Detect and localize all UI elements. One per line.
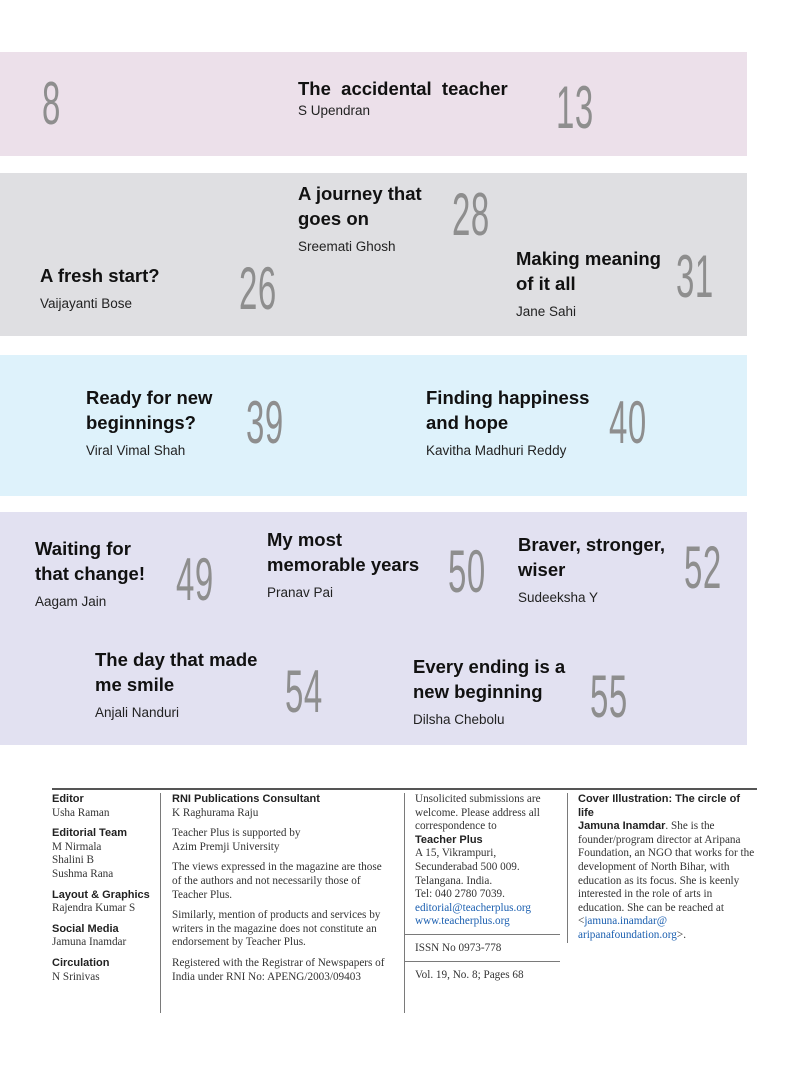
bracket: <	[578, 915, 585, 928]
divider	[405, 961, 560, 962]
article-entry[interactable]	[95, 647, 270, 720]
illustrator-bio: . She is the founder/program director at Aripana Foundation, an NGO that works for the development of North Bihar, with education as its focus. She is keenly interested in the role of arts in education. She can be reached at	[578, 820, 755, 914]
article-author: Anjali Nanduri	[95, 705, 180, 720]
article-author: Viral Vimal Shah	[86, 443, 186, 458]
article-title: Waiting for that change!	[35, 538, 145, 584]
article-entry[interactable]	[267, 527, 437, 600]
page-number: 39	[246, 389, 284, 456]
support-note: Teacher Plus is supported by Azim Premji University	[172, 827, 301, 853]
submissions-note: Unsolicited submissions are welcome. Please address all correspondence to	[415, 793, 541, 833]
registration-note: Registered with the Registrar of Newspapers of India under RNI No: APENG/2003/09403	[172, 956, 385, 983]
team-member: M Nirmala	[52, 840, 102, 853]
page-number: 40	[609, 389, 647, 456]
article-title: Finding happiness and hope	[426, 387, 590, 433]
article-entry[interactable]	[298, 181, 438, 254]
article-entry[interactable]	[426, 385, 596, 458]
article-entry[interactable]	[413, 654, 578, 727]
endorsement-disclaimer: Similarly, mention of products and services by writers in the magazine does not constitute an endorsement by Teacher Plus.	[172, 909, 381, 949]
article-title: Every ending is a new beginning	[413, 656, 566, 702]
illustrator-name: Jamuna Inamdar	[578, 820, 666, 833]
layout-heading: Layout & Graphics	[52, 888, 150, 901]
page-number: 28	[452, 181, 490, 248]
editorial-team-heading: Editorial Team	[52, 827, 127, 840]
column-divider	[404, 793, 405, 1013]
article-title: The accidental teacher	[298, 78, 508, 99]
email-link[interactable]: editorial@teacherplus.org	[415, 901, 532, 914]
org-name: Teacher Plus	[415, 833, 483, 846]
phone: Tel: 040 2780 7039.	[415, 888, 505, 901]
team-member: Sushma Rana	[52, 867, 114, 880]
article-author: Sreemati Ghosh	[298, 239, 396, 254]
article-author: Vaijayanti Bose	[40, 296, 133, 311]
page-number: 55	[590, 663, 628, 730]
contents-band-3	[0, 355, 747, 496]
address-line: A 15, Vikrampuri,	[415, 847, 497, 860]
article-title: My most memorable years	[267, 529, 420, 575]
editor-name: Usha Raman	[52, 806, 110, 819]
article-author: Jane Sahi	[516, 304, 577, 319]
address-line: Telangana. India.	[415, 874, 493, 887]
circulation-heading: Circulation	[52, 956, 110, 969]
page-number: 54	[285, 658, 323, 725]
divider	[405, 934, 560, 935]
social-media-heading: Social Media	[52, 922, 119, 935]
page-number: 50	[448, 538, 486, 605]
cover-credit	[578, 793, 758, 950]
article-entry[interactable]	[40, 263, 220, 311]
article-entry[interactable]	[35, 536, 165, 609]
contents-band-4	[0, 512, 747, 745]
rni-consultant-heading: RNI Publications Consultant	[172, 793, 320, 805]
column-divider	[160, 793, 161, 1013]
page-number: 52	[684, 534, 722, 601]
article-title: Braver, stronger, wiser	[518, 534, 666, 580]
page-number: 49	[176, 546, 214, 613]
address-line: Secunderabad 500 009.	[415, 860, 520, 873]
article-author: Sudeeksha Y	[518, 590, 599, 605]
team-member: Shalini B	[52, 854, 94, 867]
illustrator-email-link[interactable]: jamuna.inamdar@ aripanafoundation.org	[578, 915, 677, 941]
page-number: 31	[676, 243, 714, 310]
contents-band-2	[0, 173, 747, 336]
page-number: 13	[556, 74, 594, 141]
article-author: Kavitha Madhuri Reddy	[426, 443, 567, 458]
publication-info	[172, 793, 392, 991]
footer-top-rule	[52, 788, 757, 790]
cover-heading: Cover Illustration: The circle of life	[578, 793, 740, 819]
article-entry[interactable]	[298, 76, 538, 118]
article-author: Pranav Pai	[267, 585, 334, 600]
social-media-name: Jamuna Inamdar	[52, 936, 127, 949]
article-author: S Upendran	[298, 103, 371, 118]
column-divider	[567, 793, 568, 943]
article-author: Dilsha Chebolu	[413, 712, 505, 727]
masthead-staff	[52, 793, 152, 991]
bracket: >.	[676, 928, 687, 941]
issn: ISSN No 0973-778	[415, 941, 502, 954]
website-link[interactable]: www.teacherplus.org	[415, 915, 510, 928]
article-title: The day that made me smile	[95, 649, 258, 695]
layout-name: Rajendra Kumar S	[52, 902, 136, 915]
contents-band-1	[0, 52, 747, 156]
page-number: 26	[239, 255, 277, 322]
article-title: A journey that goes on	[298, 183, 422, 229]
page-number: 8	[42, 70, 61, 137]
article-entry[interactable]	[86, 385, 231, 458]
circulation-name: N Srinivas	[52, 970, 100, 983]
article-title: A fresh start?	[40, 265, 160, 286]
views-disclaimer: The views expressed in the magazine are those of the authors and not necessarily those of Teacher Plus.	[172, 861, 382, 901]
volume-info: Vol. 19, No. 8; Pages 68	[415, 968, 524, 981]
editor-heading: Editor	[52, 793, 84, 805]
article-title: Making meaning of it all	[516, 248, 661, 294]
article-entry[interactable]	[518, 532, 678, 605]
contact-info	[415, 793, 560, 989]
rni-consultant-name: K Raghurama Raju	[172, 806, 259, 819]
article-entry[interactable]	[516, 246, 671, 319]
article-author: Aagam Jain	[35, 594, 107, 609]
article-title: Ready for new beginnings?	[86, 387, 213, 433]
